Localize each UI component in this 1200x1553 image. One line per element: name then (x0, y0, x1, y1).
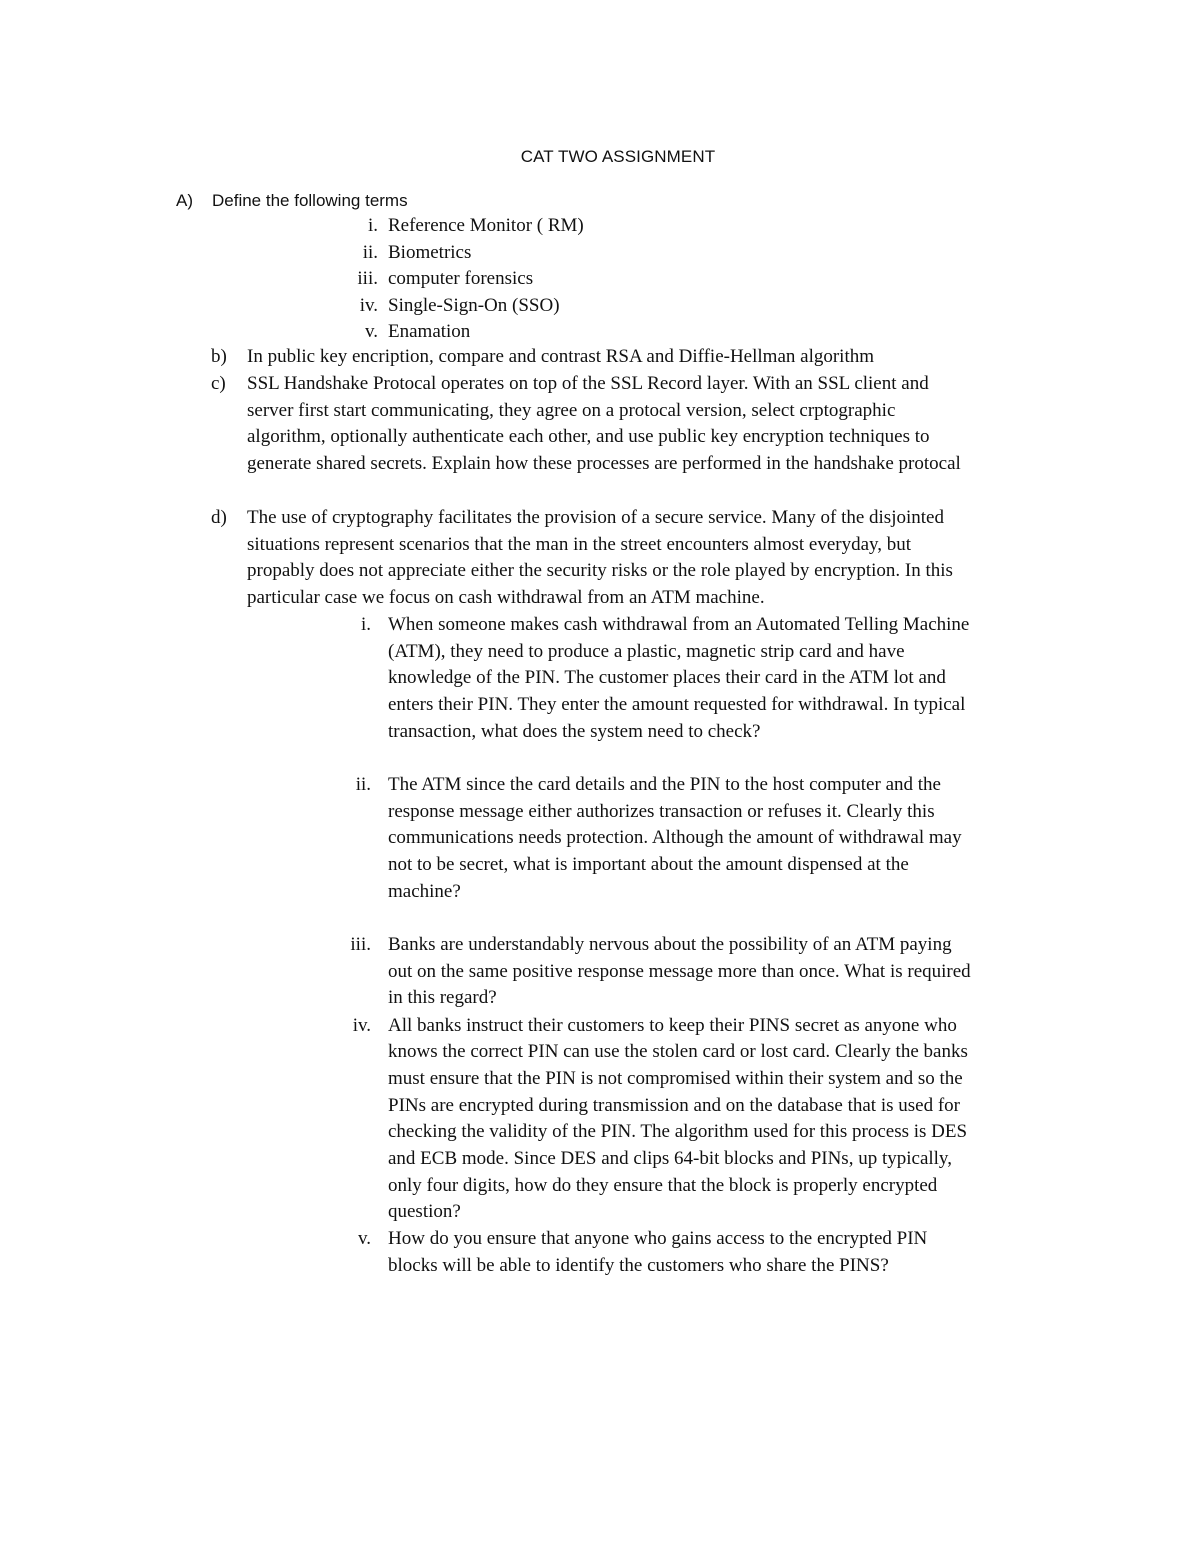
question-line: only four digits, how do they ensure that the block is properly encrypted (388, 1174, 938, 1196)
term-number: v. (364, 321, 378, 342)
section-a-label: A) (176, 191, 193, 210)
term-number: i. (367, 215, 378, 236)
question-line: and ECB mode. Since DES and clips 64-bit blocks and PINs, up typically, (388, 1148, 952, 1169)
question-number: i. (360, 614, 371, 635)
term-text: Biometrics (388, 241, 472, 263)
section-c-line: SSL Handshake Protocal operates on top of the SSL Record layer. With an SSL client and (247, 373, 929, 394)
question-number: iii. (350, 934, 371, 955)
section-c-line: algorithm, optionally authenticate each other, and use public key encryption techniques to (247, 426, 930, 448)
term-text: Reference Monitor ( RM) (388, 215, 584, 236)
question-line: The ATM since the card details and the PIN to the host computer and the (388, 774, 941, 795)
term-number: iv. (359, 294, 378, 316)
section-d-label: d) (211, 507, 227, 528)
document-title: CAT TWO ASSIGNMENT (520, 147, 716, 166)
question-line: (ATM), they need to produce a plastic, magnetic strip card and have (388, 640, 905, 662)
question-line: communications needs protection. Although the amount of withdrawal may (388, 827, 962, 849)
question-number: iv. (352, 1014, 371, 1036)
question-number: v. (357, 1228, 371, 1249)
question-line: question? (388, 1201, 461, 1223)
question-line: out on the same positive response message more than once. What is required (388, 960, 971, 982)
term-number: ii. (362, 241, 378, 263)
section-d-line: propably does not appreciate either the security risks or the role played by encryption. In this (247, 560, 953, 582)
question-line: knows the correct PIN can use the stolen card or lost card. Clearly the banks (388, 1041, 968, 1063)
question-line: machine? (388, 880, 461, 902)
question-line: response message either authorizes transaction or refuses it. Clearly this (388, 800, 935, 822)
section-a-text: Define the following terms (212, 191, 408, 210)
section-c-line: generate shared secrets. Explain how these processes are performed in the handshake protocal (247, 453, 961, 475)
question-line: How do you ensure that anyone who gains access to the encrypted PIN (388, 1228, 928, 1249)
section-d-line: The use of cryptography facilitates the provision of a secure service. Many of the disjointed (247, 507, 944, 528)
section-c-line: server first start communicating, they agree on a protocal version, select crptographic (247, 399, 896, 421)
section-d-line: particular case we focus on cash withdrawal from an ATM machine. (247, 587, 765, 609)
question-number: ii. (355, 774, 371, 795)
term-text: Single-Sign-On (SSO) (388, 294, 560, 316)
term-number: iii. (357, 268, 378, 289)
question-line: must ensure that the PIN is not compromised within their system and so the (388, 1067, 963, 1089)
section-c-label: c) (211, 373, 226, 394)
question-line: in this regard? (388, 987, 497, 1009)
question-line: blocks will be able to identify the customers who share the PINS? (388, 1254, 889, 1276)
question-line: All banks instruct their customers to keep their PINS secret as anyone who (388, 1014, 957, 1036)
section-b-label: b) (211, 346, 227, 367)
question-line: not to be secret, what is important about the amount dispensed at the (388, 854, 909, 876)
term-text: Enamation (388, 321, 471, 342)
question-line: Banks are understandably nervous about the possibility of an ATM paying (388, 934, 952, 955)
question-line: When someone makes cash withdrawal from an Automated Telling Machine (388, 614, 970, 635)
question-line: PINs are encrypted during transmission and on the database that is used for (388, 1094, 960, 1116)
question-line: checking the validity of the PIN. The algorithm used for this process is DES (388, 1121, 968, 1143)
question-line: knowledge of the PIN. The customer places their card in the ATM lot and (388, 667, 946, 689)
section-b-text: In public key encription, compare and contrast RSA and Diffie-Hellman algorithm (247, 346, 875, 367)
question-line: enters their PIN. They enter the amount requested for withdrawal. In typical (388, 694, 966, 716)
section-d-line: situations represent scenarios that the man in the street encounters almost everyday, but (247, 533, 912, 555)
term-text: computer forensics (388, 268, 534, 289)
question-line: transaction, what does the system need to check? (388, 720, 761, 742)
